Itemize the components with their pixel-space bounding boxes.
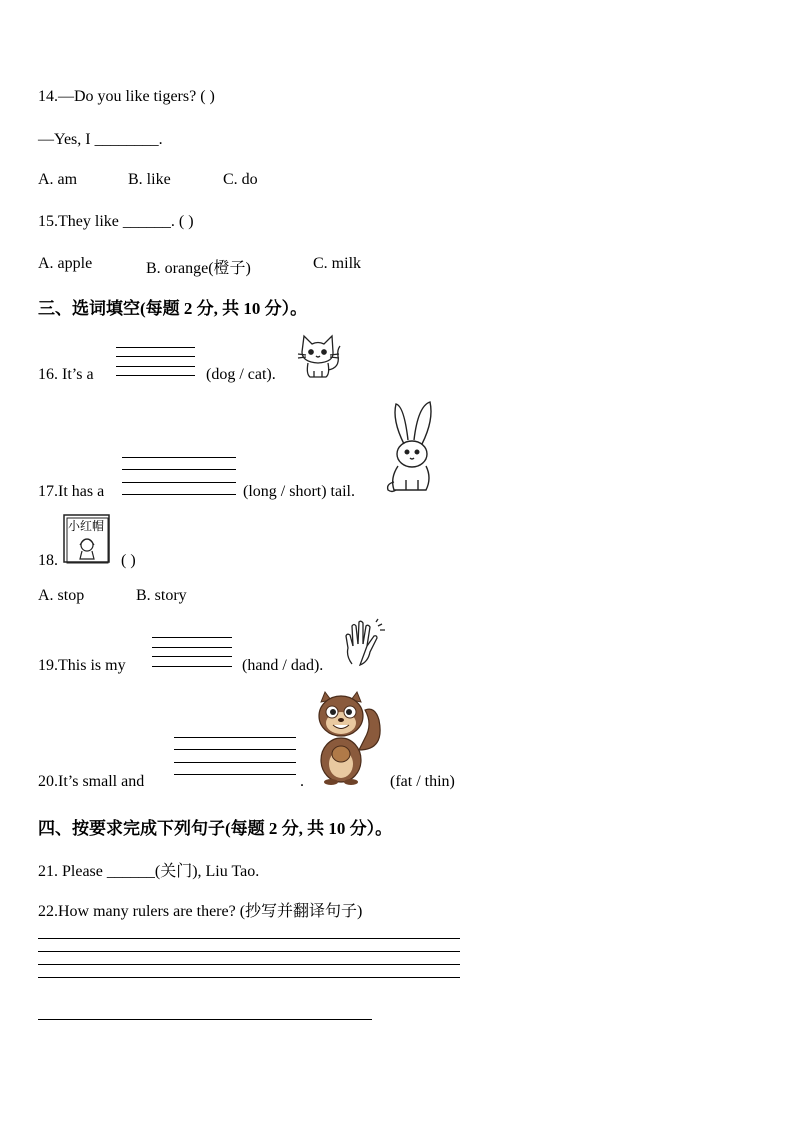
hand-picture — [340, 618, 388, 668]
q15-option-b: B. orange(橙子) — [146, 260, 251, 277]
q20-choices: (fat / thin) — [390, 773, 455, 790]
q18-option-a: A. stop — [38, 587, 85, 604]
little-red-riding-hood-book-picture — [62, 513, 113, 565]
q21-text: 21. Please ______(关门), Liu Tao. — [38, 863, 260, 880]
book-title: 小红帽 — [68, 519, 105, 533]
q14-option-a: A. am — [38, 171, 78, 188]
q20-prefix: 20.It’s small and — [38, 773, 145, 790]
q15-option-c: C. milk — [313, 255, 362, 272]
q19-choices: (hand / dad). — [242, 657, 324, 674]
q20-period: . — [300, 773, 304, 790]
section4-heading: 四、按要求完成下列句子(每题 2 分, 共 10 分）。 — [38, 819, 393, 838]
q17-prefix: 17.It has a — [38, 483, 105, 500]
squirrel-picture — [315, 690, 385, 786]
q19-prefix: 19.This is my — [38, 657, 126, 674]
q19-writing-lines[interactable] — [152, 637, 232, 667]
q17-choices: (long / short) tail. — [243, 483, 355, 500]
q22-copy-lines[interactable] — [38, 938, 460, 978]
q22-text: 22.How many rulers are there? (抄写并翻译句子) — [38, 903, 363, 920]
q14-response: —Yes, I ________. — [38, 131, 163, 148]
q18-option-b: B. story — [136, 587, 187, 604]
q14-question: 14.—Do you like tigers? ( ) — [38, 88, 215, 105]
q16-writing-lines[interactable] — [116, 347, 195, 377]
rabbit-picture — [384, 400, 440, 496]
q14-option-c: C. do — [223, 171, 258, 188]
q18-answer-paren: ( ) — [121, 552, 136, 569]
q14-option-b: B. like — [128, 171, 171, 188]
q18-number: 18. — [38, 552, 58, 569]
q17-writing-lines[interactable] — [122, 457, 236, 495]
q16-choices: (dog / cat). — [206, 366, 276, 383]
q22-translation-line[interactable] — [38, 1019, 372, 1021]
q15-question: 15.They like ______. ( ) — [38, 213, 194, 230]
q16-prefix: 16. It’s a — [38, 366, 94, 383]
cat-picture — [296, 330, 344, 380]
section3-heading: 三、选词填空(每题 2 分, 共 10 分）。 — [38, 299, 308, 318]
q20-writing-lines[interactable] — [174, 737, 296, 775]
q15-option-a: A. apple — [38, 255, 93, 272]
